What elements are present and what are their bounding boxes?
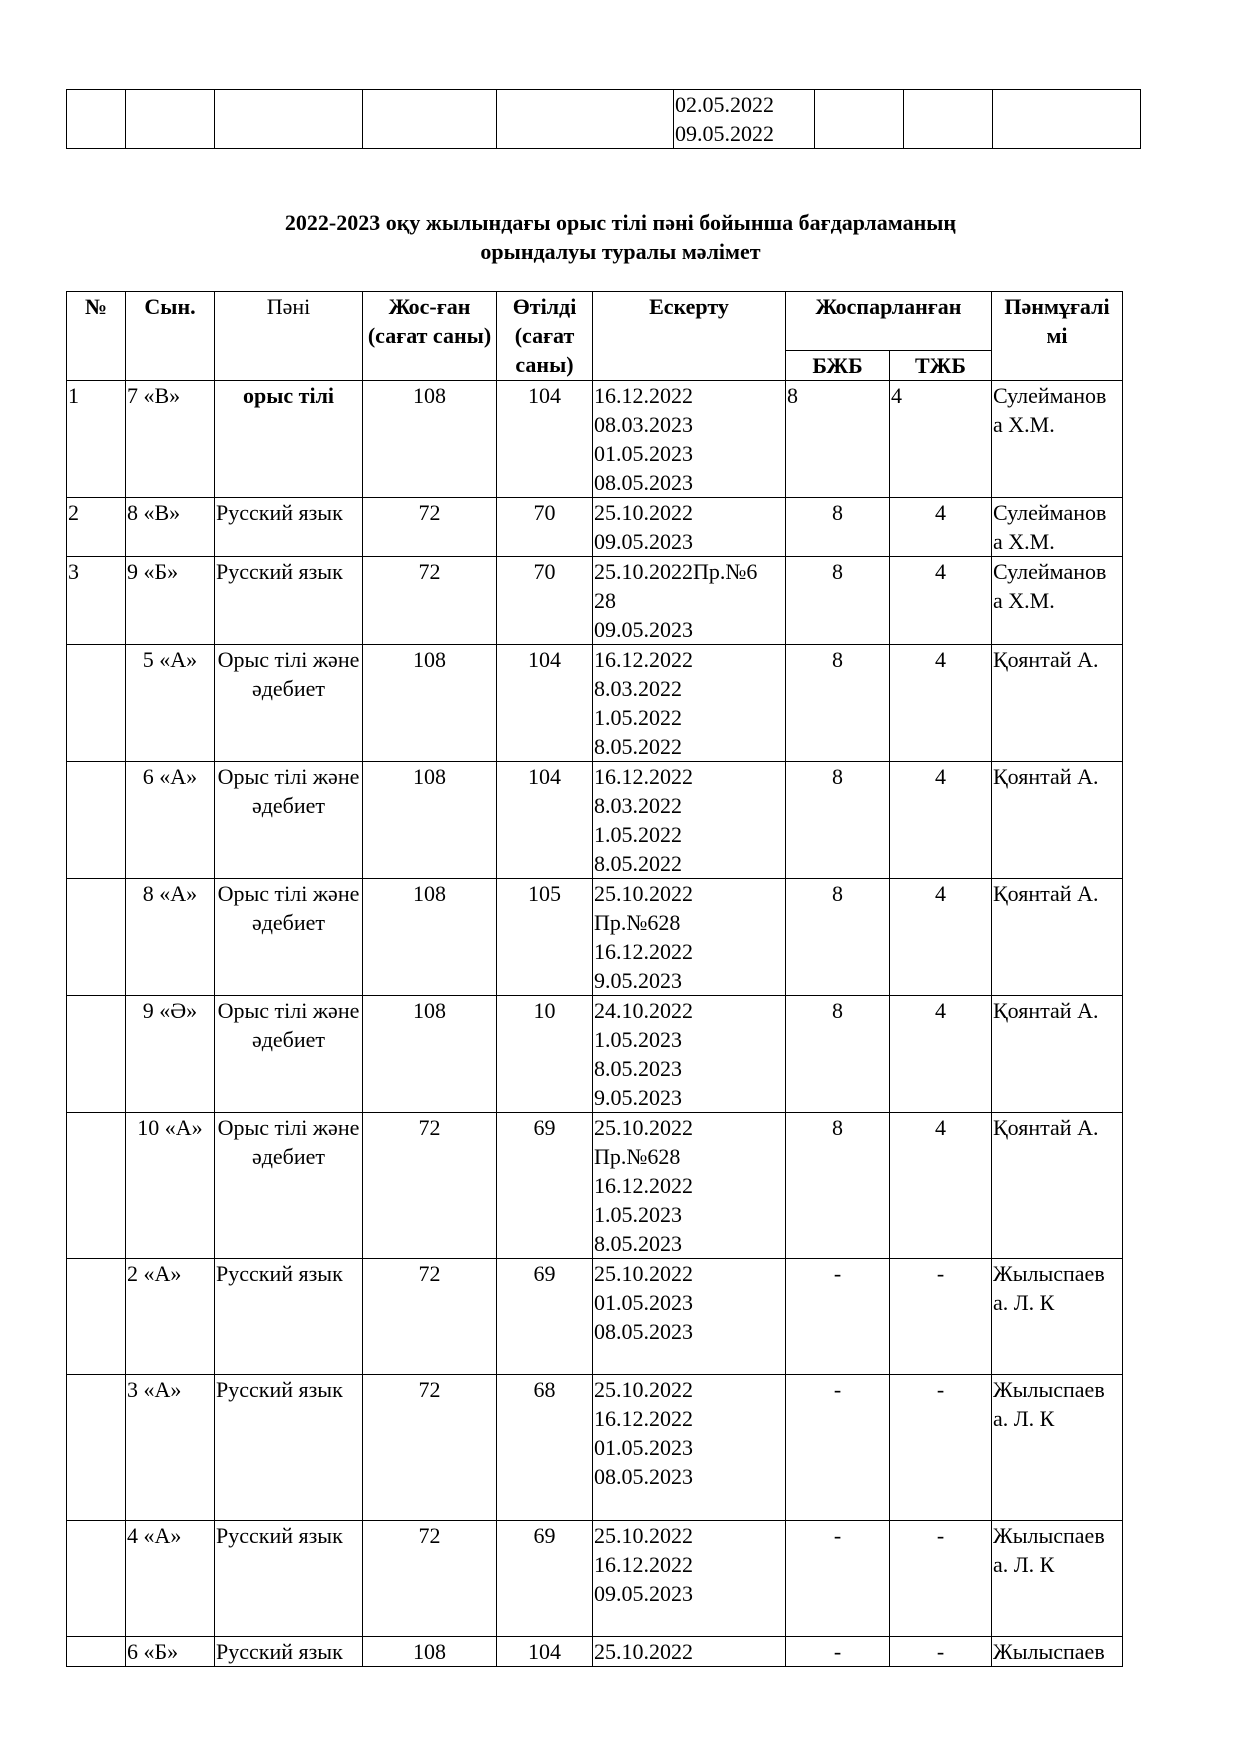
row-taught-hours: 10 (497, 996, 593, 1113)
row-bjb: 8 (786, 996, 890, 1113)
row-class: 6 «А» (126, 762, 215, 879)
row-num (67, 645, 126, 762)
row-tjb: - (890, 1637, 992, 1667)
row-note: 25.10.2022 Пр.№628 16.12.2022 9.05.2023 (593, 879, 786, 996)
row-planned-hours: 72 (363, 498, 497, 557)
table-row (67, 557, 1123, 645)
row-bjb: - (786, 1375, 890, 1521)
row-planned-hours: 108 (363, 879, 497, 996)
dates-cell: 02.05.2022 09.05.2022 (674, 90, 815, 149)
row-planned-hours: 72 (363, 1375, 497, 1521)
row-note: 16.12.2022 08.03.2023 01.05.2023 08.05.2023 (593, 381, 786, 498)
row-subject: Орыс тілі және әдебиет (215, 996, 363, 1113)
col-header-subject: Пәні (215, 292, 363, 381)
row-num (67, 1375, 126, 1521)
row-subject: Русский язык (215, 1637, 363, 1667)
top-table-fragment (66, 89, 1141, 149)
row-taught-hours: 69 (497, 1521, 593, 1637)
row-tjb: 4 (890, 762, 992, 879)
col-header-planned-hours: Жос-ған (сағат саны) (363, 292, 497, 381)
row-subject: Русский язык (215, 557, 363, 645)
row-tjb: - (890, 1521, 992, 1637)
row-taught-hours: 104 (497, 645, 593, 762)
col-header-class: Сын. (126, 292, 215, 381)
row-num (67, 1113, 126, 1259)
row-num (67, 1259, 126, 1375)
row-note: 16.12.2022 8.03.2022 1.05.2022 8.05.2022 (593, 762, 786, 879)
col-header-taught-hours: Өтілді (сағат саны) (497, 292, 593, 381)
row-planned-hours: 72 (363, 1113, 497, 1259)
row-bjb: 8 (786, 381, 890, 498)
row-bjb: - (786, 1521, 890, 1637)
row-taught-hours: 68 (497, 1375, 593, 1521)
row-tjb: 4 (890, 557, 992, 645)
row-note: 25.10.2022 16.12.2022 09.05.2023 (593, 1521, 786, 1637)
row-class: 7 «В» (126, 381, 215, 498)
row-subject: Орыс тілі және әдебиет (215, 1113, 363, 1259)
col-header-bjb: БЖБ (786, 351, 890, 381)
row-class: 4 «А» (126, 1521, 215, 1637)
row-note: 25.10.2022 Пр.№628 16.12.2022 1.05.2023 8.05.2023 (593, 1113, 786, 1259)
row-bjb: - (786, 1637, 890, 1667)
row-note: 16.12.2022 8.03.2022 1.05.2022 8.05.2022 (593, 645, 786, 762)
table-row (67, 879, 1123, 996)
row-class: 2 «А» (126, 1259, 215, 1375)
table-row (67, 762, 1123, 879)
row-taught-hours: 70 (497, 498, 593, 557)
row-teacher: Жылыспаев (992, 1637, 1123, 1667)
row-taught-hours: 70 (497, 557, 593, 645)
row-subject: орыс тілі (215, 381, 363, 498)
row-planned-hours: 72 (363, 557, 497, 645)
title-line-2: орындалуы туралы мәлімет (480, 239, 761, 264)
row-class: 6 «Б» (126, 1637, 215, 1667)
program-completion-table (66, 291, 1123, 1667)
col-header-planned: Жоспарланған (786, 292, 992, 351)
row-taught-hours: 104 (497, 381, 593, 498)
table-row (67, 1521, 1123, 1637)
row-num: 1 (67, 381, 126, 498)
row-subject: Русский язык (215, 498, 363, 557)
row-class: 9 «Б» (126, 557, 215, 645)
row-planned-hours: 72 (363, 1521, 497, 1637)
document-title (0, 208, 1241, 266)
row-note: 25.10.2022 (593, 1637, 786, 1667)
row-tjb: 4 (890, 498, 992, 557)
row-class: 10 «А» (126, 1113, 215, 1259)
row-tjb: 4 (890, 645, 992, 762)
row-teacher: Қоянтай А. (992, 879, 1123, 996)
col-header-num: № (67, 292, 126, 381)
row-planned-hours: 108 (363, 645, 497, 762)
row-note: 25.10.2022 09.05.2023 (593, 498, 786, 557)
row-bjb: 8 (786, 557, 890, 645)
row-bjb: 8 (786, 879, 890, 996)
row-teacher: Қоянтай А. (992, 1113, 1123, 1259)
row-class: 8 «А» (126, 879, 215, 996)
row-taught-hours: 69 (497, 1259, 593, 1375)
row-subject: Русский язык (215, 1259, 363, 1375)
row-teacher: Қоянтай А. (992, 762, 1123, 879)
row-planned-hours: 108 (363, 996, 497, 1113)
row-note: 25.10.2022 16.12.2022 01.05.2023 08.05.2023 (593, 1375, 786, 1521)
row-planned-hours: 72 (363, 1259, 497, 1375)
row-subject: Русский язык (215, 1375, 363, 1521)
row-taught-hours: 104 (497, 1637, 593, 1667)
row-num (67, 879, 126, 996)
row-bjb: 8 (786, 645, 890, 762)
row-note: 25.10.2022Пр.№6 28 09.05.2023 (593, 557, 786, 645)
row-teacher: Жылыспаев а. Л. К (992, 1521, 1123, 1637)
row-num (67, 1521, 126, 1637)
row-taught-hours: 69 (497, 1113, 593, 1259)
table-row (67, 1375, 1123, 1521)
row-planned-hours: 108 (363, 762, 497, 879)
row-class: 8 «В» (126, 498, 215, 557)
table-row (67, 90, 1141, 149)
row-tjb: - (890, 1259, 992, 1375)
row-teacher: Сулейманов а Х.М. (992, 498, 1123, 557)
row-note: 24.10.2022 1.05.2023 8.05.2023 9.05.2023 (593, 996, 786, 1113)
table-row (67, 498, 1123, 557)
row-planned-hours: 108 (363, 1637, 497, 1667)
header-row (67, 292, 1123, 351)
table-row (67, 1113, 1123, 1259)
row-num (67, 1637, 126, 1667)
title-line-1: 2022-2023 оқу жылындағы орыс тілі пәні бойынша бағдарламаның (284, 210, 957, 235)
row-subject: Орыс тілі және әдебиет (215, 645, 363, 762)
row-class: 3 «А» (126, 1375, 215, 1521)
table-row (67, 381, 1123, 498)
row-bjb: 8 (786, 1113, 890, 1259)
row-class: 9 «Ә» (126, 996, 215, 1113)
row-bjb: 8 (786, 762, 890, 879)
row-subject: Орыс тілі және әдебиет (215, 762, 363, 879)
row-taught-hours: 105 (497, 879, 593, 996)
table-row (67, 1259, 1123, 1375)
row-tjb: 4 (890, 1113, 992, 1259)
row-bjb: - (786, 1259, 890, 1375)
row-teacher: Жылыспаев а. Л. К (992, 1259, 1123, 1375)
table-row (67, 996, 1123, 1113)
table-row (67, 1637, 1123, 1667)
row-class: 5 «А» (126, 645, 215, 762)
row-teacher: Сулейманов а Х.М. (992, 381, 1123, 498)
row-teacher: Қоянтай А. (992, 645, 1123, 762)
col-header-teacher: Пәнмұғалі мі (992, 292, 1123, 381)
row-tjb: - (890, 1375, 992, 1521)
row-teacher: Жылыспаев а. Л. К (992, 1375, 1123, 1521)
row-teacher: Қоянтай А. (992, 996, 1123, 1113)
row-note: 25.10.2022 01.05.2023 08.05.2023 (593, 1259, 786, 1375)
row-num: 3 (67, 557, 126, 645)
table-row (67, 645, 1123, 762)
row-tjb: 4 (890, 996, 992, 1113)
row-tjb: 4 (890, 879, 992, 996)
row-subject: Орыс тілі және әдебиет (215, 879, 363, 996)
col-header-note: Ескерту (593, 292, 786, 381)
row-num (67, 996, 126, 1113)
row-tjb: 4 (890, 381, 992, 498)
row-num: 2 (67, 498, 126, 557)
row-teacher: Сулейманов а Х.М. (992, 557, 1123, 645)
col-header-tjb: ТЖБ (890, 351, 992, 381)
row-subject: Русский язык (215, 1521, 363, 1637)
row-taught-hours: 104 (497, 762, 593, 879)
row-planned-hours: 108 (363, 381, 497, 498)
row-num (67, 762, 126, 879)
row-bjb: 8 (786, 498, 890, 557)
